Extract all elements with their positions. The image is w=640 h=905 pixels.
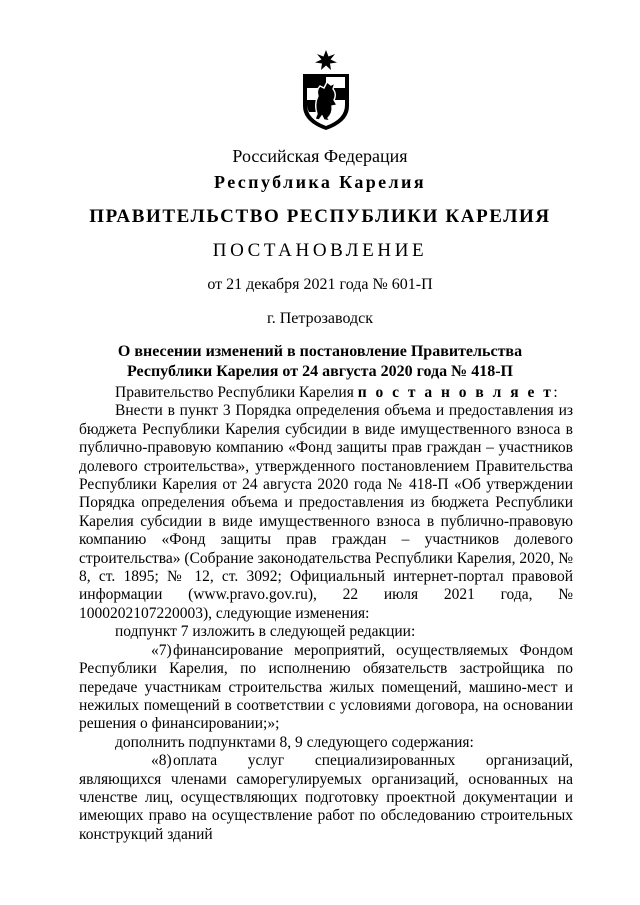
subitem-7-text: финансирование мероприятий, осуществляемых Фондом Республики Карелия, по исполнению обязательств застройщика по передаче участникам строительства жилых помещений, машино-мест и нежилых помещений в соответствии с условиями договора, на основании решения о финансировании;»; bbox=[79, 641, 573, 733]
subitem-8-text: оплата услуг специализированных организаций, являющихся членами саморегулируемых организаций, основанных на членстве лиц, осуществляющих подготовку проектной документации и имеющих право на осуществление работ по обследованию строительных конструкций зданий bbox=[79, 752, 573, 843]
resolves-word: п о с т а н о в л я е т bbox=[357, 384, 554, 401]
subitem-8-number: «8) bbox=[151, 752, 172, 770]
title-line-1: О внесении изменений в постановление Правительства bbox=[117, 343, 523, 360]
paragraph-subitem-7-intro: подпункт 7 изложить в следующей редакции: bbox=[115, 623, 416, 641]
paragraph-resolves bbox=[79, 384, 573, 402]
paragraph-subitem-7 bbox=[79, 642, 573, 734]
resolves-suffix: : bbox=[553, 384, 558, 401]
resolves-prefix: Правительство Республики Карелия bbox=[115, 384, 358, 401]
document-title bbox=[0, 342, 640, 382]
document-type: ПОСТАНОВЛЕНИЕ bbox=[212, 240, 428, 261]
date-number: от 21 декабря 2021 года № 601-П bbox=[207, 276, 433, 293]
paragraph-subitem-8 bbox=[79, 752, 573, 844]
paragraph-amendment: Внести в пункт 3 Порядка определения объема и предоставления из бюджета Республики Карелия субсидии в виде имущественного взноса в публично-правовую компанию «Фонд защиты прав граждан – участников долевого строительства», утвержденного постановлением Правительства Республики Карелия от 24 августа 2020 года № 418-П «Об утверждении Порядка определения объема и предоставления из бюджета Республики Карелия субсидии в виде имущественного взноса в публично-правовую компанию «Фонд защиты прав граждан – участников долевого строительства» (Собрание законодательства Республики Карелия, 2020, № 8, ст. 1895; № 12, ст. 3092; Официальный интернет-портал правовой информации (www.pravo.gov.ru), 22 июля 2021 года, № 1000202107220003), следующие изменения: bbox=[79, 402, 573, 622]
city: г. Петрозаводск bbox=[266, 310, 374, 327]
republic-name: Республика Карелия bbox=[214, 172, 426, 192]
country-name: Российская Федерация bbox=[232, 146, 408, 166]
government-name: ПРАВИТЕЛЬСТВО РЕСПУБЛИКИ КАРЕЛИЯ bbox=[89, 206, 551, 227]
document-body bbox=[79, 384, 573, 844]
subitem-7-number: «7) bbox=[151, 641, 172, 659]
title-line-2: Республики Карелия от 24 августа 2020 года № 418-П bbox=[126, 363, 513, 380]
karelia-coat-of-arms-icon bbox=[297, 48, 355, 134]
paragraph-subitems-8-9-intro: дополнить подпунктами 8, 9 следующего содержания: bbox=[115, 733, 474, 751]
